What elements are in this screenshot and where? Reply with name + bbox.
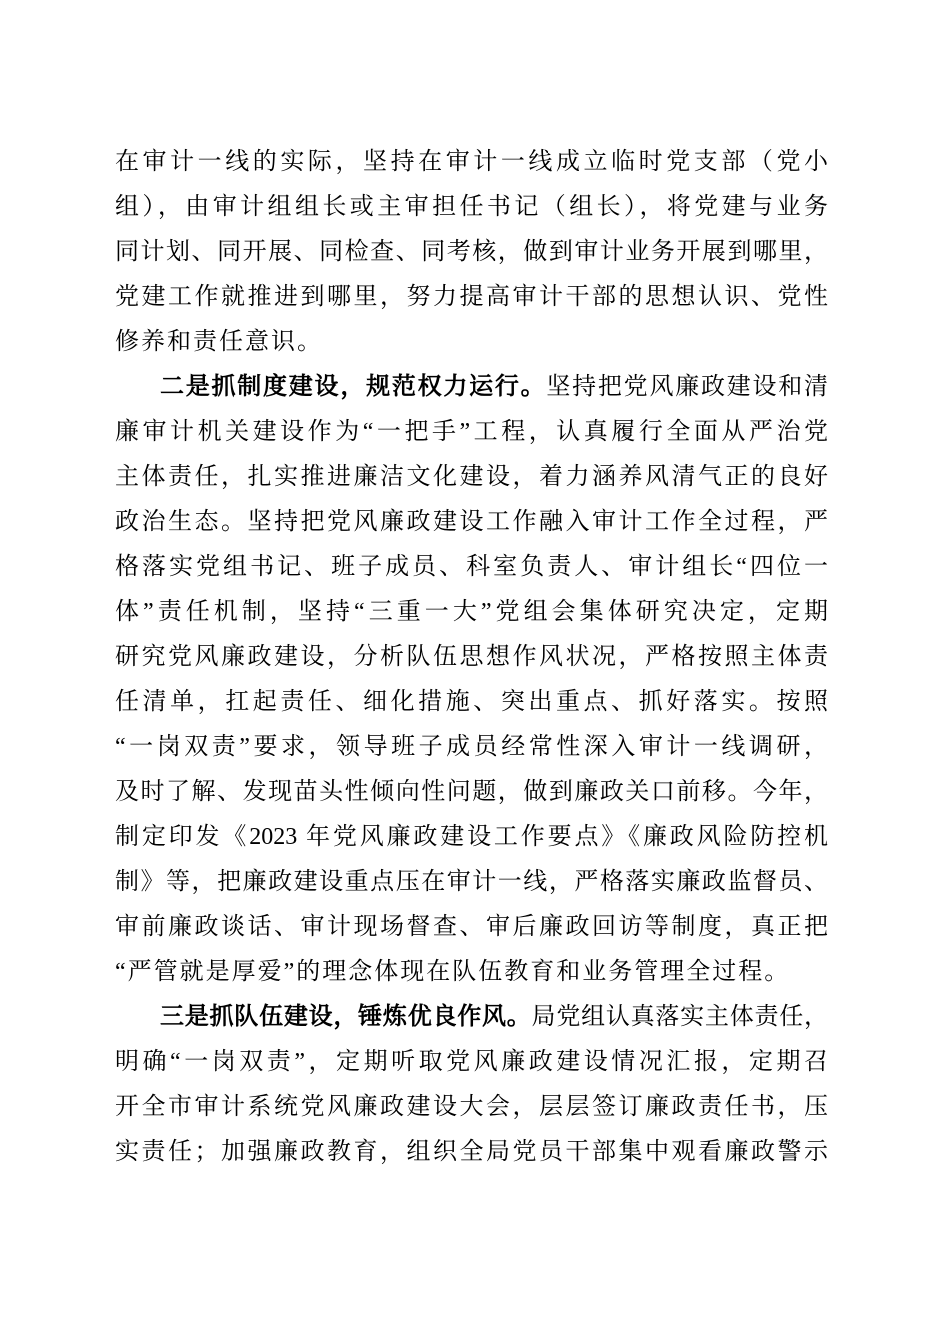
text-line bbox=[115, 950, 828, 995]
body-text: 廉审计机关建设作为“一把手”工程，认真履行全面从严治党 bbox=[115, 419, 828, 445]
body-text: 同计划、同开展、同检查、同考核，做到审计业务开展到哪里， bbox=[115, 239, 828, 265]
text-line bbox=[115, 770, 828, 815]
body-text: “一岗双责”要求，领导班子成员经常性深入审计一线调研， bbox=[115, 734, 828, 760]
text-line bbox=[115, 230, 828, 275]
text-line bbox=[115, 995, 828, 1040]
text-line bbox=[115, 680, 828, 725]
text-line bbox=[115, 500, 828, 545]
text-line bbox=[115, 320, 828, 365]
text-line bbox=[115, 635, 828, 680]
body-text: 及时了解、发现苗头性倾向性问题，做到廉政关口前移。今年， bbox=[115, 779, 828, 805]
text-line bbox=[115, 275, 828, 320]
text-line bbox=[115, 860, 828, 905]
body-text: 坚持把党风廉政建设和清 bbox=[546, 374, 828, 400]
text-line bbox=[115, 185, 828, 230]
body-text: 制定印发《2023 年党风廉政建设工作要点》《廉政风险防控机 bbox=[115, 824, 828, 850]
body-text: 主体责任，扎实推进廉洁文化建设，着力涵养风清气正的良好 bbox=[115, 464, 828, 490]
text-line bbox=[115, 1130, 828, 1175]
body-text: 实责任；加强廉政教育，组织全局党员干部集中观看廉政警示 bbox=[115, 1139, 828, 1165]
text-line bbox=[115, 455, 828, 500]
body-text: 格落实党组书记、班子成员、科室负责人、审计组长“四位一 bbox=[115, 554, 828, 580]
text-line bbox=[115, 140, 828, 185]
text-line bbox=[115, 410, 828, 455]
body-text: “严管就是厚爱”的理念体现在队伍教育和业务管理全过程。 bbox=[115, 959, 791, 985]
text-line bbox=[115, 590, 828, 635]
body-text: 体”责任机制，坚持“三重一大”党组会集体研究决定，定期 bbox=[115, 599, 828, 625]
body-text: 修养和责任意识。 bbox=[115, 329, 323, 355]
body-text: 组），由审计组组长或主审担任书记（组长），将党建与业务 bbox=[115, 194, 828, 220]
text-line bbox=[115, 365, 828, 410]
paragraph-2 bbox=[115, 365, 828, 995]
text-line bbox=[115, 1040, 828, 1085]
text-line bbox=[115, 545, 828, 590]
text-line bbox=[115, 905, 828, 950]
bold-lead-text: 三是抓队伍建设，锤炼优良作风。 bbox=[160, 1004, 532, 1030]
body-text: 研究党风廉政建设，分析队伍思想作风状况，严格按照主体责 bbox=[115, 644, 828, 670]
body-text: 局党组认真落实主体责任， bbox=[531, 1004, 828, 1030]
document-body bbox=[115, 140, 828, 1175]
body-text: 任清单，扛起责任、细化措施、突出重点、抓好落实。按照 bbox=[115, 689, 828, 715]
body-text: 明确“一岗双责”，定期听取党风廉政建设情况汇报，定期召 bbox=[115, 1049, 828, 1075]
paragraph-3 bbox=[115, 995, 828, 1175]
text-line bbox=[115, 725, 828, 770]
bold-lead-text: 二是抓制度建设，规范权力运行。 bbox=[160, 374, 547, 400]
body-text: 政治生态。坚持把党风廉政建设工作融入审计工作全过程，严 bbox=[115, 509, 828, 535]
text-line bbox=[115, 1085, 828, 1130]
body-text: 党建工作就推进到哪里，努力提高审计干部的思想认识、党性 bbox=[115, 284, 828, 310]
body-text: 制》等，把廉政建设重点压在审计一线，严格落实廉政监督员、 bbox=[115, 869, 828, 895]
body-text: 审前廉政谈话、审计现场督查、审后廉政回访等制度，真正把 bbox=[115, 914, 828, 940]
text-line bbox=[115, 815, 828, 860]
body-text: 在审计一线的实际，坚持在审计一线成立临时党支部（党小 bbox=[115, 149, 828, 175]
body-text: 开全市审计系统党风廉政建设大会，层层签订廉政责任书，压 bbox=[115, 1094, 828, 1120]
paragraph-1 bbox=[115, 140, 828, 365]
